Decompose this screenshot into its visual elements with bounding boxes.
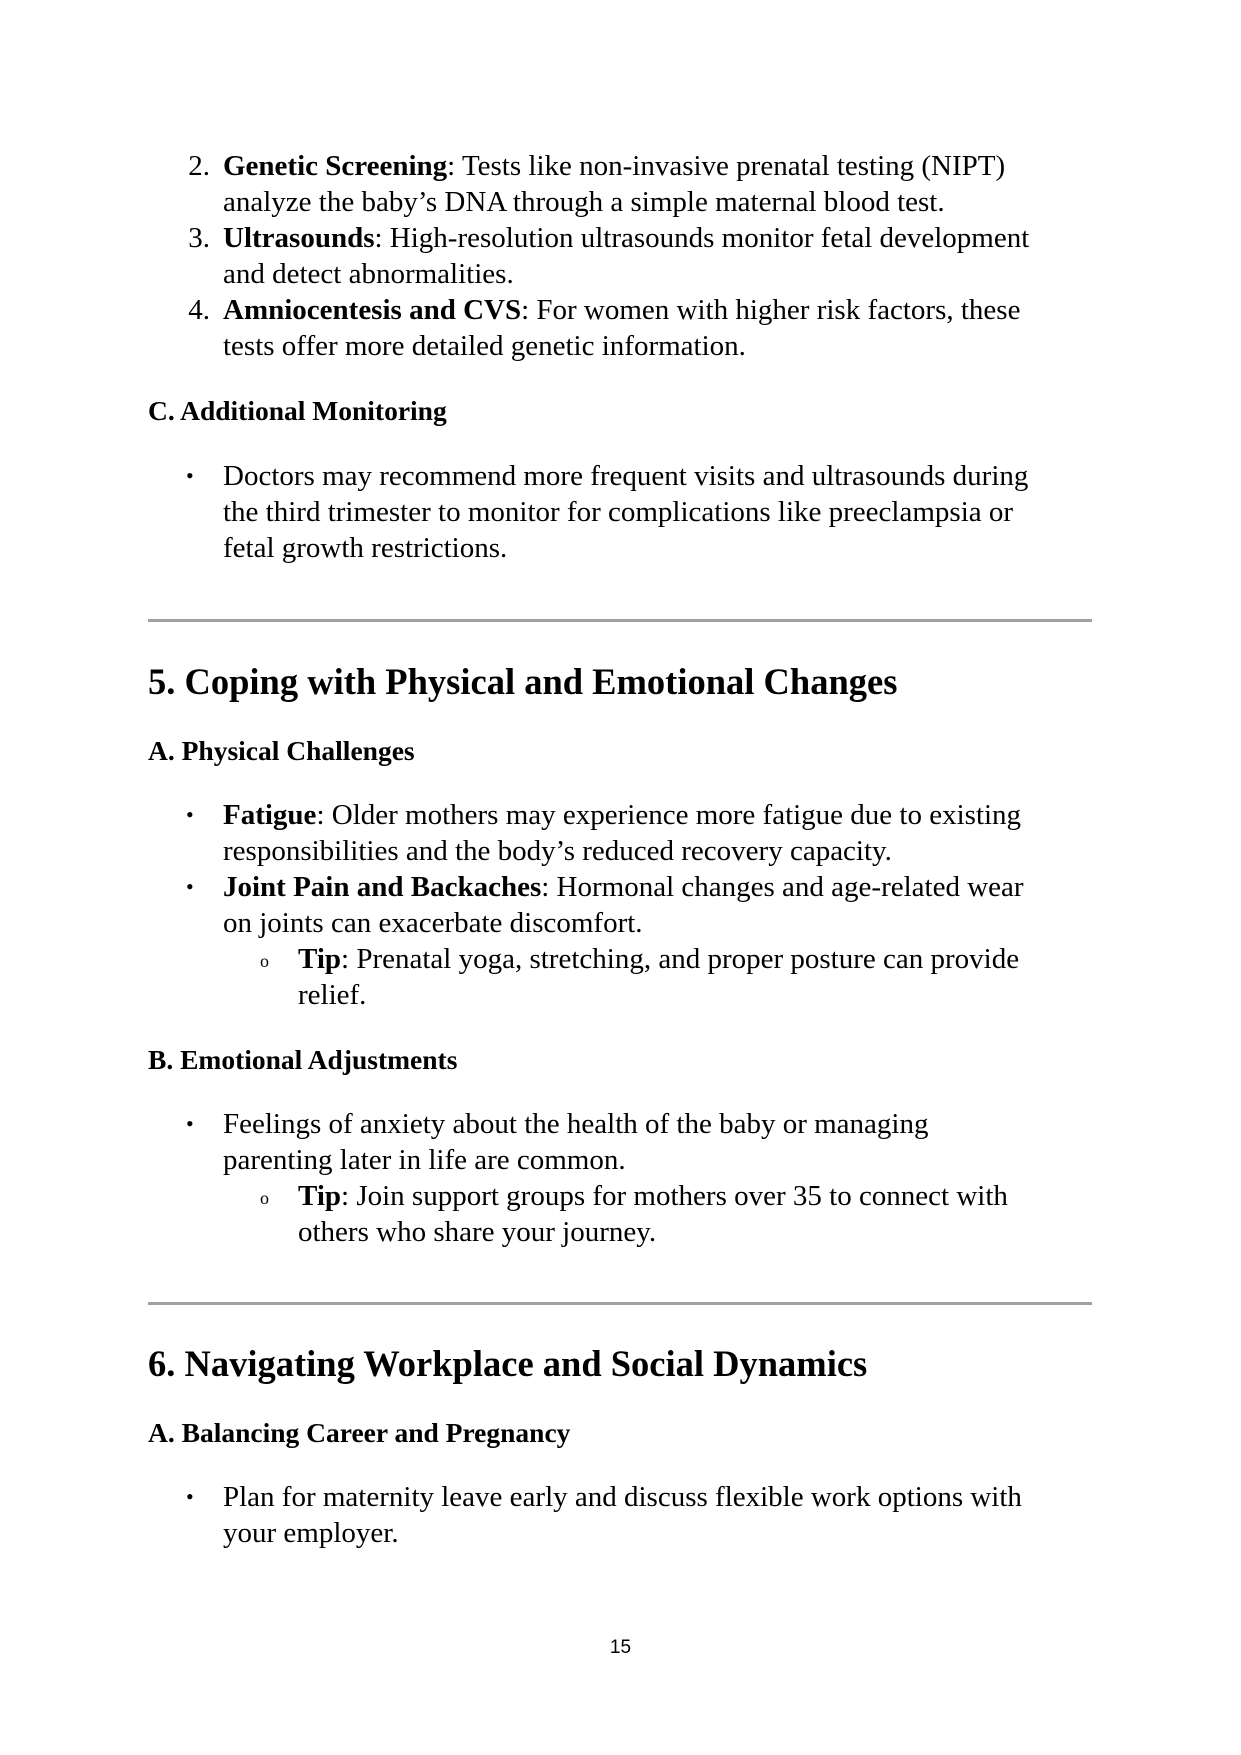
- list-term: Amniocentesis and CVS: [223, 294, 522, 326]
- list-term: Joint Pain and Backaches: [223, 871, 542, 903]
- list-term: Ultrasounds: [223, 222, 375, 254]
- bullet-icon: •: [186, 874, 194, 899]
- list-line: [223, 220, 1029, 256]
- circle-bullet-icon: o: [260, 1188, 269, 1208]
- list-line: Feelings of anxiety about the health of the baby or managing: [223, 1108, 929, 1140]
- list-line: on joints can exacerbate discomfort.: [223, 907, 643, 939]
- physical-challenges-heading: A. Physical Challenges: [148, 735, 415, 766]
- list-line: responsibilities and the body’s reduced recovery capacity.: [223, 835, 892, 867]
- list-text: : Hormonal changes and age-related wear: [541, 871, 1024, 903]
- bullet-icon: •: [186, 1111, 194, 1136]
- list-term: Tip: [298, 943, 342, 975]
- list-line: and detect abnormalities.: [223, 258, 514, 290]
- section-5-heading: 5. Coping with Physical and Emotional Changes: [148, 661, 898, 702]
- list-line: fetal growth restrictions.: [223, 532, 508, 564]
- list-line: parenting later in life are common.: [223, 1144, 626, 1176]
- list-text: : High-resolution ultrasounds monitor fetal development: [374, 222, 1030, 254]
- list-term: Fatigue: [223, 799, 317, 831]
- list-line: analyze the baby’s DNA through a simple maternal blood test.: [223, 186, 945, 218]
- bullet-icon: •: [186, 1484, 194, 1509]
- list-line: tests offer more detailed genetic information.: [223, 330, 746, 362]
- list-number: 3.: [188, 222, 210, 254]
- bullet-icon: •: [186, 463, 194, 488]
- circle-bullet-icon: o: [260, 951, 269, 971]
- list-text: : Prenatal yoga, stretching, and proper posture can provide: [341, 943, 1020, 975]
- horizontal-rule: [148, 1302, 1092, 1305]
- list-line: [298, 941, 1019, 977]
- list-line: your employer.: [223, 1517, 399, 1549]
- list-number: 2.: [188, 150, 210, 182]
- list-line: [223, 292, 1020, 328]
- list-term: Tip: [298, 1180, 342, 1212]
- section-c-heading: C. Additional Monitoring: [148, 395, 447, 426]
- list-line: Doctors may recommend more frequent visits and ultrasounds during: [223, 460, 1029, 492]
- list-text: : Tests like non-invasive prenatal testing (NIPT): [447, 150, 1006, 182]
- list-text: : For women with higher risk factors, these: [521, 294, 1021, 326]
- list-line: [223, 148, 1005, 184]
- list-text: : Join support groups for mothers over 35 to connect with: [341, 1180, 1008, 1212]
- list-line: [223, 869, 1024, 905]
- list-line: relief.: [298, 979, 367, 1011]
- bullet-icon: •: [186, 802, 194, 827]
- list-text: : Older mothers may experience more fatigue due to existing: [316, 799, 1022, 831]
- list-line: [223, 797, 1021, 833]
- list-term: Genetic Screening: [223, 150, 448, 182]
- page-number: 15: [609, 1637, 632, 1658]
- list-number: 4.: [188, 294, 210, 326]
- list-line: others who share your journey.: [298, 1216, 657, 1248]
- list-line: [298, 1178, 1008, 1214]
- horizontal-rule: [148, 619, 1092, 622]
- list-line: Plan for maternity leave early and discuss flexible work options with: [223, 1481, 1022, 1513]
- balancing-career-heading: A. Balancing Career and Pregnancy: [148, 1417, 571, 1448]
- emotional-adjustments-heading: B. Emotional Adjustments: [148, 1044, 458, 1075]
- list-line: the third trimester to monitor for complications like preeclampsia or: [223, 496, 1014, 528]
- section-6-heading: 6. Navigating Workplace and Social Dynamics: [148, 1343, 868, 1384]
